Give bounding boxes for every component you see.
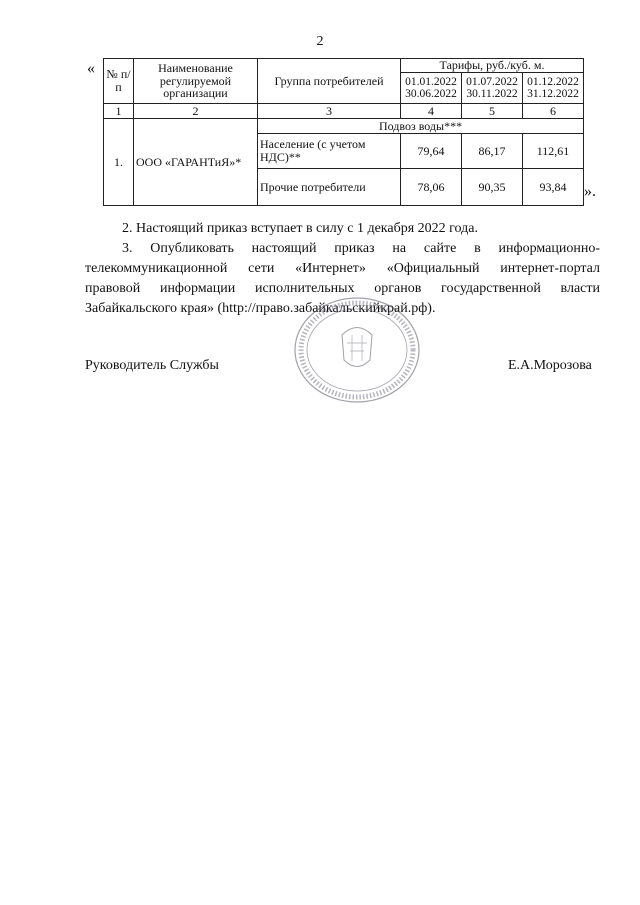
official-seal: [292, 295, 422, 405]
signer-title: Руководитель Службы: [85, 358, 219, 373]
group-other: Прочие потребители: [258, 169, 401, 206]
row-num: 1.: [104, 119, 134, 206]
period-2: [462, 73, 523, 104]
header-group: Группа потребителей: [258, 59, 401, 104]
paragraph-2: 2. Настоящий приказ вступает в силу с 1 декабря 2022 года.: [122, 221, 478, 236]
value-population-1: 79,64: [401, 134, 462, 169]
group-population: Население (с учетом НДС)**: [258, 134, 401, 169]
header-tariffs: Тарифы, руб./куб. м.: [401, 59, 584, 73]
section-title: Подвоз воды***: [258, 119, 584, 134]
header-num: № п/п: [104, 59, 134, 104]
paragraph-3-line-4: Забайкальского края» (http://право.забайкальскийкрай.рф).: [85, 301, 436, 316]
col-number-6: 6: [523, 104, 584, 119]
period-1: [401, 73, 462, 104]
period-1-to: 30.06.2022: [405, 88, 457, 100]
value-other-3: 93,84: [523, 169, 584, 206]
value-other-2: 90,35: [462, 169, 523, 206]
period-1-from: 01.01.2022: [405, 75, 457, 88]
period-2-from: 01.07.2022: [466, 75, 518, 88]
header-org: Наименование регулируемой организации: [134, 59, 258, 104]
page-number: 2: [316, 34, 324, 49]
period-2-to: 30.11.2022: [466, 88, 518, 100]
paragraph-3-line-3: правовой информации исполнительных органов государственной власти: [85, 281, 600, 296]
closing-quote: ».: [584, 183, 596, 200]
opening-quote: «: [87, 60, 95, 77]
col-number-5: 5: [462, 104, 523, 119]
value-other-1: 78,06: [401, 169, 462, 206]
row-org: ООО «ГАРАНТиЯ»*: [134, 119, 258, 206]
value-population-3: 112,61: [523, 134, 584, 169]
paragraph-3-line-2: телекоммуникационной сети «Интернет» «Официальный интернет-портал: [85, 261, 600, 276]
col-number-2: 2: [134, 104, 258, 119]
col-number-3: 3: [258, 104, 401, 119]
tariff-table: [103, 58, 584, 206]
signer-name: Е.А.Морозова: [508, 358, 592, 373]
value-population-2: 86,17: [462, 134, 523, 169]
paragraph-3-line-1: 3. Опубликовать настоящий приказ на сайте в информационно-: [122, 241, 600, 256]
period-3-from: 01.12.2022: [527, 75, 579, 88]
period-3-to: 31.12.2022: [527, 88, 579, 100]
col-number-4: 4: [401, 104, 462, 119]
col-number-1: 1: [104, 104, 134, 119]
period-3: [523, 73, 584, 104]
